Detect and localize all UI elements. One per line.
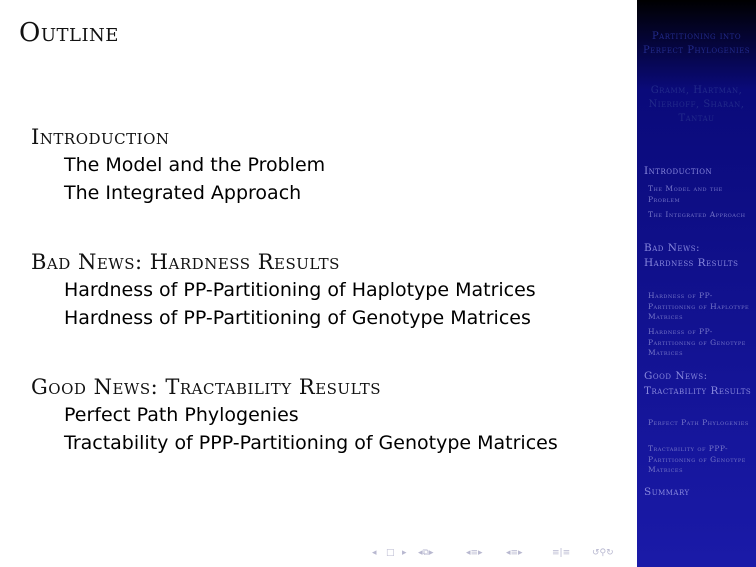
outline-item[interactable]: Hardness of PP-Partitioning of Genotype Matrices: [64, 307, 531, 329]
sidebar-section-tractability[interactable]: Good News: Tractability Results: [644, 370, 752, 397]
sidebar-subsection[interactable]: The Model and the Problem: [648, 184, 723, 204]
slide-title: Outline: [19, 18, 119, 48]
sidebar-section-hardness[interactable]: Bad News: Hardness Results: [644, 242, 739, 269]
sidebar-subsection[interactable]: Perfect Path Phylogenies: [648, 418, 749, 427]
section-heading-tractability: Good News: Tractability Results: [31, 375, 382, 399]
section-heading-introduction: Introduction: [31, 125, 170, 149]
slide-icon[interactable]: □: [386, 548, 395, 558]
sidebar-subsection[interactable]: Hardness of PP-Partitioning of Genotype Matrices: [648, 327, 746, 357]
align-icon[interactable]: ≡|≡: [552, 548, 571, 558]
sidebar-section-introduction[interactable]: Introduction: [644, 165, 713, 177]
sidebar-subsection[interactable]: The Integrated Approach: [648, 210, 746, 219]
frame-icon[interactable]: ◂⧉▸: [418, 548, 434, 558]
subsection-icon[interactable]: ◂≡▸: [466, 548, 483, 558]
section-icon[interactable]: ◂≡▸: [506, 548, 523, 558]
sidebar: [637, 0, 756, 567]
navigation-bar: [372, 548, 634, 562]
sidebar-talk-title[interactable]: Partitioning into Perfect Phylogenies: [642, 31, 751, 56]
outline-item[interactable]: Perfect Path Phylogenies: [64, 404, 299, 426]
section-heading-hardness: Bad News: Hardness Results: [31, 250, 340, 274]
outline-item[interactable]: Tractability of PPP-Partitioning of Genotype Matrices: [64, 432, 558, 454]
sidebar-section-summary[interactable]: Summary: [644, 486, 690, 498]
nav-left-arrow-icon[interactable]: ◂: [372, 548, 377, 558]
outline-item[interactable]: Hardness of PP-Partitioning of Haplotype Matrices: [64, 279, 536, 301]
outline-item[interactable]: The Integrated Approach: [64, 182, 302, 204]
outline-item[interactable]: The Model and the Problem: [64, 154, 326, 176]
sidebar-subsection[interactable]: Hardness of PP-Partitioning of Haplotype Matrices: [648, 291, 750, 321]
search-icon[interactable]: ↺⚲↻: [592, 548, 614, 558]
nav-right-arrow-icon[interactable]: ▸: [402, 548, 407, 558]
sidebar-authors: Gramm, Hartman, Nierhoff, Sharan, Tantau: [648, 85, 745, 124]
sidebar-subsection[interactable]: Tractability of PPP-Partitioning of Genotype Matrices: [648, 444, 746, 474]
